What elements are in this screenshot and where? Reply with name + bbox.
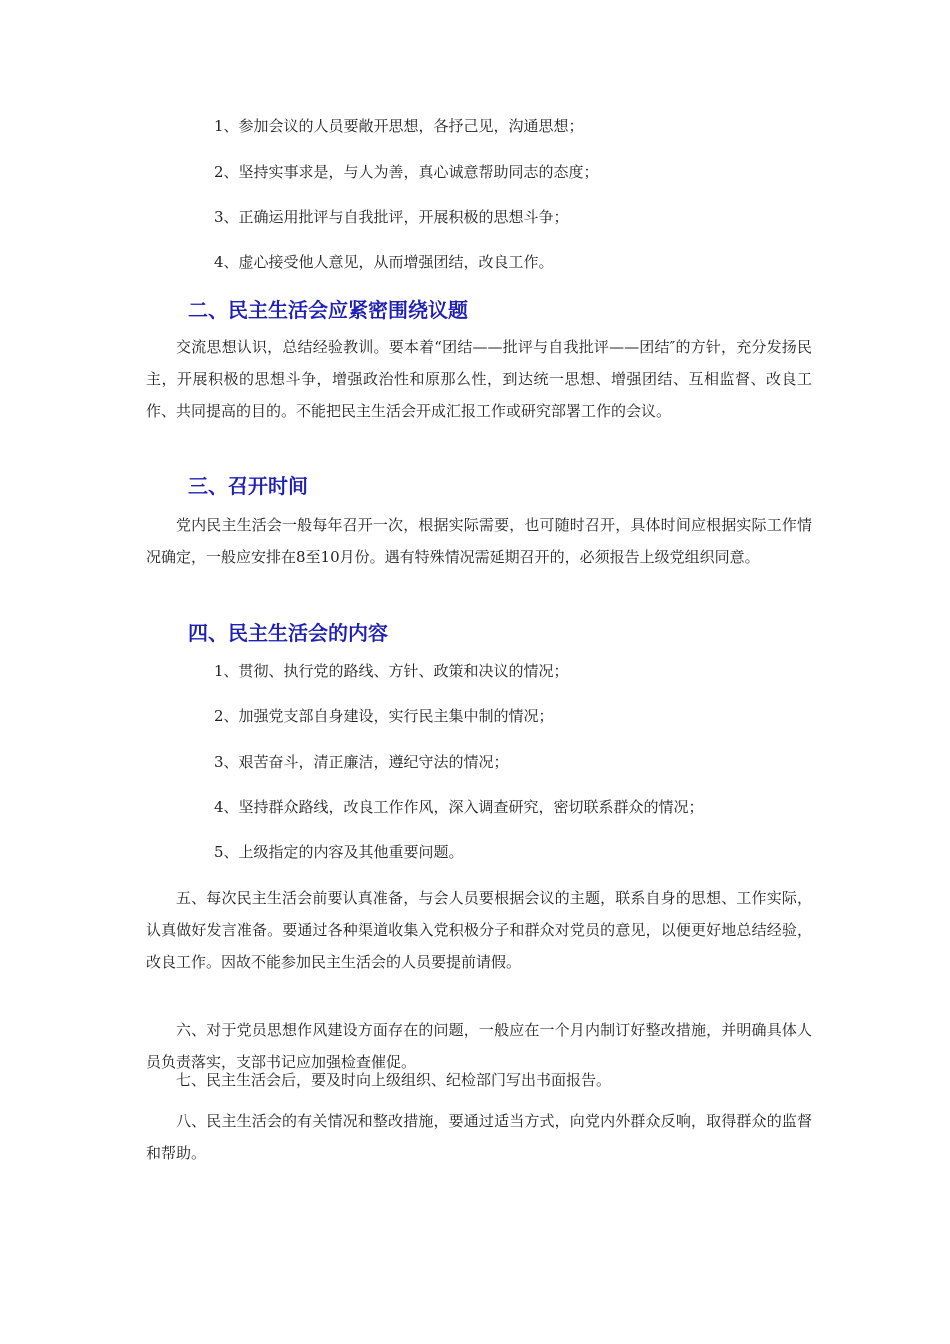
- list-item: 1、参加会议的人员要敞开思想，各抒己见，沟通思想；: [214, 117, 584, 135]
- section-heading: 三、召开时间: [188, 474, 308, 498]
- paragraph-seven: 七、民主生活会后，要及时向上级组织、纪检部门写出书面报告。: [176, 1071, 612, 1089]
- list-item: 2、坚持实事求是，与人为善，真心诚意帮助同志的态度；: [214, 163, 599, 181]
- list-item: 3、正确运用批评与自我批评，开展积极的思想斗争；: [214, 208, 569, 226]
- paragraph-eight: 八、民主生活会的有关情况和整改措施，要通过适当方式，向党内外群众反响，取得群众的监督和帮助。: [146, 1112, 812, 1162]
- section-body: 交流思想认识，总结经验教训。要本着“团结——批评与自我批评——团结″的方针，充分发扬民主，开展积极的思想斗争，增强政治性和原那么性，到达统一思想、增强团结、互相监督、改良工作、共同提高的目的。不能把民主生活会开成汇报工作或研究部署工作的会议。: [146, 338, 812, 420]
- list-item: 2、加强党支部自身建设，实行民主集中制的情况；: [214, 707, 554, 725]
- list-item: 3、艰苦奋斗，清正廉洁，遵纪守法的情况；: [214, 753, 509, 771]
- paragraph-five: 五、每次民主生活会前要认真准备，与会人员要根据会议的主题，联系自身的思想、工作实际，认真做好发言准备。要通过各种渠道收集入党积极分子和群众对党员的意见，以便更好地总结经验，改良工作。因故不能参加民主生活会的人员要提前请假。: [146, 889, 812, 971]
- list-item: 4、坚持群众路线，改良工作作风，深入调查研究，密切联系群众的情况；: [214, 798, 704, 816]
- section-heading: 二、民主生活会应紧密围绕议题: [188, 298, 468, 322]
- section-heading: 四、民主生活会的内容: [188, 621, 388, 645]
- list-item: 1、贯彻、执行党的路线、方针、政策和决议的情况；: [214, 662, 569, 680]
- section-body: 党内民主生活会一般每年召开一次，根据实际需要，也可随时召开，具体时间应根据实际工作情况确定，一般应安排在8至10月份。遇有特殊情况需延期召开的，必须报告上级党组织同意。: [146, 516, 812, 566]
- paragraph-six: 六、对于党员思想作风建设方面存在的问题，一般应在一个月内制订好整改措施，并明确具体人员负责落实，支部书记应加强检查催促。: [146, 1021, 812, 1071]
- list-item: 4、虚心接受他人意见，从而增强团结，改良工作。: [214, 253, 554, 271]
- list-item: 5、上级指定的内容及其他重要问题。: [214, 843, 464, 861]
